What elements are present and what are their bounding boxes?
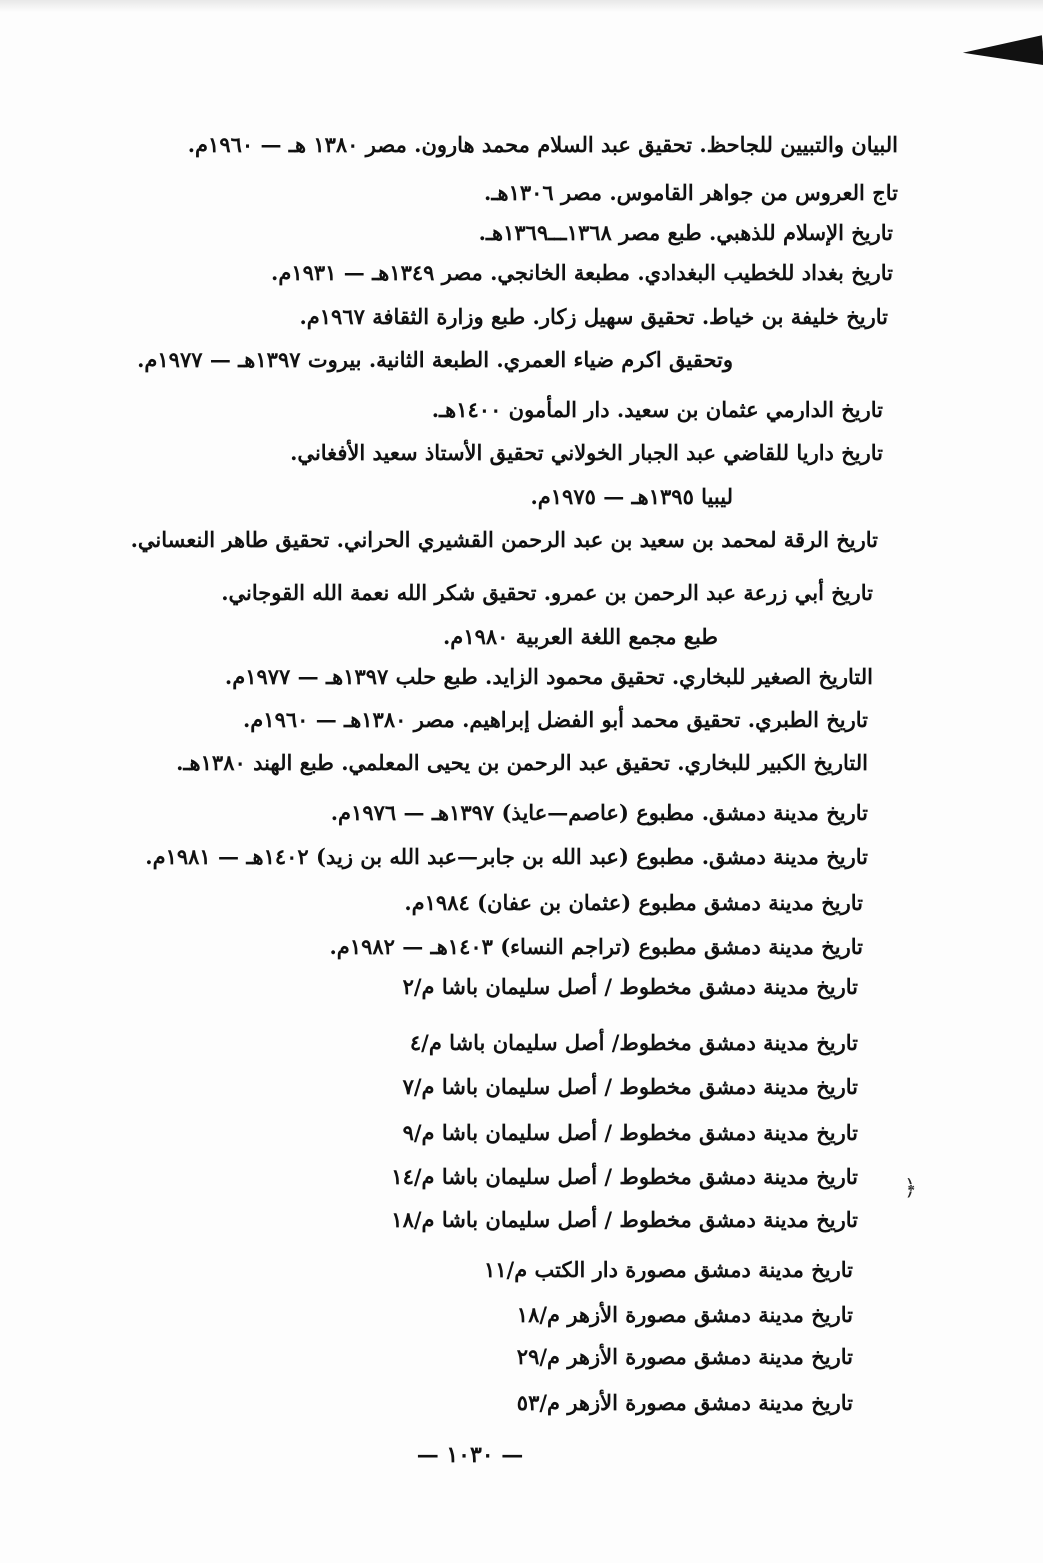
bibliography-entry: تاريخ مدينة دمشق مخطوط / أصل سليمان باشا م/٩ [402,1120,858,1145]
bibliography-entry-continuation: طبع مجمع اللغة العربية ١٩٨٠م. [442,624,718,649]
bibliography-entry: تاريخ الدارمي عثمان بن سعيد. دار المأمون ١٤٠٠هـ. [431,397,883,422]
bibliography-entry: تاريخ مدينة دمشق مخطوط / أصل سليمان باشا م/١٨ [391,1207,858,1232]
bibliography-entry: تاريخ مدينة دمشق مخطوط / أصل سليمان باشا م/٧ [402,1074,858,1099]
bibliography-entry: تاريخ مدينة دمشق مصورة دار الكتب م/١١ [483,1257,853,1282]
bibliography-entry: تاريخ مدينة دمشق مطبوع (عثمان بن عفان) ١٩٨٤م. [404,890,863,915]
bibliography-entry: تاريخ بغداد للخطيب البغدادي. مطبعة الخانجي. مصر ١٣٤٩هـ — ١٩٣١م. [271,260,893,285]
bibliography-entry: التاريخ الكبير للبخاري. تحقيق عبد الرحمن بن يحيى المعلمي. طبع الهند ١٣٨٠هـ. [176,750,868,775]
bibliography-entry: التاريخ الصغير للبخاري. تحقيق محمود الزايد. طبع حلب ١٣٩٧هـ — ١٩٧٧م. [224,664,873,689]
scan-edge [0,0,1043,12]
bibliography-entry: تاريخ أبي زرعة عبد الرحمن بن عمرو. تحقيق شكر الله نعمة الله القوجاني. [221,580,873,605]
bibliography-entry: تاريخ مدينة دمشق مطبوع (تراجم النساء) ١٤٠٣هـ — ١٩٨٢م. [329,934,863,959]
page-number: — ١٠٣٠ — [416,1442,524,1468]
bibliography-entry: تاريخ الطبري. تحقيق محمد أبو الفضل إبراهيم. مصر ١٣٨٠هـ — ١٩٦٠م. [242,707,868,732]
bibliography-entry: تاريخ الإسلام للذهبي. طبع مصر ١٣٦٨ـــ١٣٦٩هـ. [478,220,893,245]
bibliography-entry: تاريخ مدينة دمشق. مطبوع (عبد الله بن جابر—عبد الله بن زيد) ١٤٠٢هـ — ١٩٨١م. [145,844,868,869]
bibliography-entry: تاريخ مدينة دمشق مصورة الأزهر م/٥٣ [516,1390,853,1415]
bibliography-entry: تاريخ داريا للقاضي عبد الجبار الخولاني تحقيق الأستاذ سعيد الأفغاني. [290,440,883,465]
bibliography-entry: تاريخ مدينة دمشق مخطوط/ أصل سليمان باشا م/٤ [409,1030,858,1055]
bibliography-entry: تاريخ مدينة دمشق مصورة الأزهر م/٢٩ [516,1344,853,1369]
bibliography-entry-continuation: ليبيا ١٣٩٥هـ — ١٩٧٥م. [530,484,733,509]
bibliography-entry: تاريخ خليفة بن خياط. تحقيق سهيل زكار. طبع وزارة الثقافة ١٩٦٧م. [299,304,888,329]
margin-ink-mark: ﴿ [904,1176,917,1201]
bibliography-entry: تاريخ الرقة لمحمد بن سعيد بن عبد الرحمن القشيري الحراني. تحقيق طاهر النعساني. [130,527,878,552]
bibliography-entry: تاريخ مدينة دمشق مخطوط / أصل سليمان باشا م/٢ [402,974,858,999]
bibliography-entry: تاريخ مدينة دمشق مصورة الأزهر م/١٨ [516,1302,853,1327]
scan-corner-mark [962,35,1043,71]
bibliography-entry: تاريخ مدينة دمشق. مطبوع (عاصم—عايذ) ١٣٩٧هـ — ١٩٧٦م. [330,800,868,825]
bibliography-entry-continuation: وتحقيق اكرم ضياء العمري. الطبعة الثانية. بيروت ١٣٩٧هـ — ١٩٧٧م. [137,347,733,372]
bibliography-entry: تاج العروس من جواهر القاموس. مصر ١٣٠٦هـ. [484,180,898,205]
bibliography-entry: البيان والتبيين للجاحظ. تحقيق عبد السلام محمد هارون. مصر ١٣٨٠ هـ — ١٩٦٠م. [187,132,898,157]
bibliography-entry: تاريخ مدينة دمشق مخطوط / أصل سليمان باشا م/١٤ [391,1164,858,1189]
